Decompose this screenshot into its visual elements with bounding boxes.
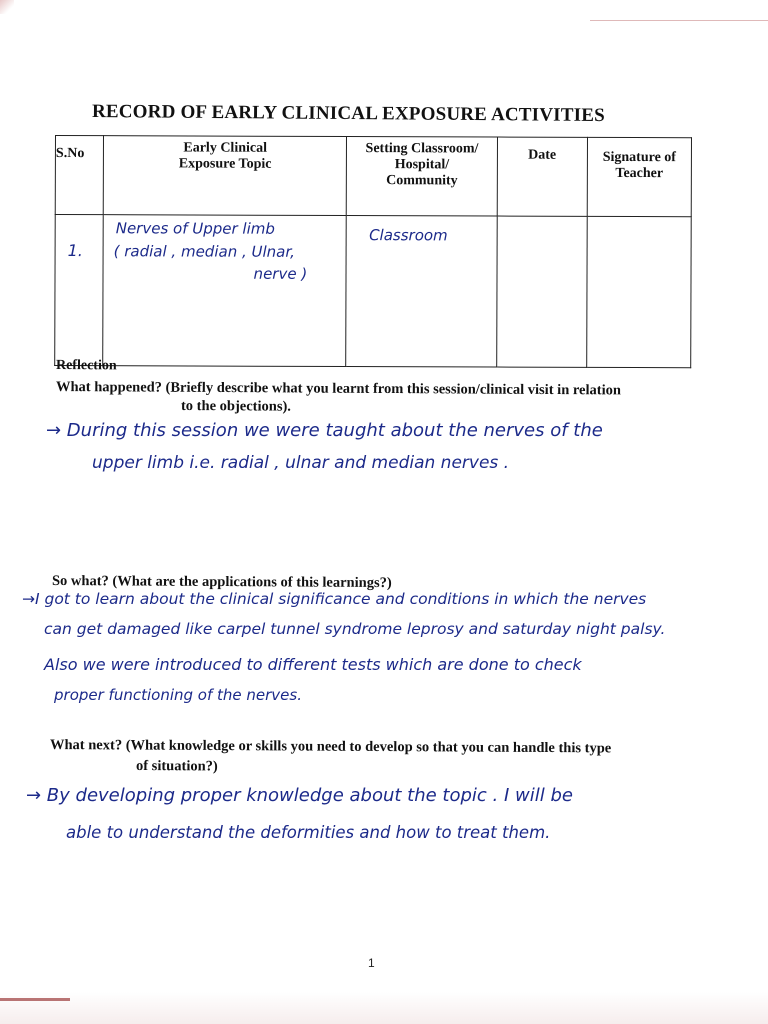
reflection-heading: Reflection	[55, 358, 117, 374]
header-setting-line2: Hospital/	[394, 157, 450, 173]
header-date: Date	[497, 137, 587, 216]
what-happened-answer-line1: → During this session we were taught about the nerves of the	[46, 420, 603, 441]
header-setting-line3: Community	[386, 173, 458, 189]
what-next-question-line2: of situation?)	[135, 758, 218, 775]
what-happened-answer-line2: upper limb i.e. radial , ulnar and median nerves .	[92, 453, 510, 473]
so-what-answer-line3: Also we were introduced to different tests which are done to check	[44, 655, 582, 674]
so-what-question: So what? (What are the applications of this learnings?)	[51, 573, 392, 592]
what-happened-question-line1: What happened? (Briefly describe what you learnt from this session/clinical visit in relation	[55, 379, 622, 399]
table-header-row	[55, 136, 691, 217]
page-title: RECORD OF EARLY CLINICAL EXPOSURE ACTIVITIES	[91, 101, 606, 127]
header-topic-line1: Early Clinical	[183, 140, 268, 156]
paper-edge-bottom	[0, 992, 768, 1024]
what-next-question-line1: What next? (What knowledge or skills you need to develop so that you can handle this type	[49, 737, 612, 757]
so-what-answer-line4: proper functioning of the nerves.	[54, 686, 302, 704]
row-topic-line3: nerve )	[253, 264, 308, 283]
table-row	[55, 215, 692, 368]
so-what-answer-line1: →I got to learn about the clinical significance and conditions in which the nerves	[22, 590, 647, 608]
row-date	[496, 216, 587, 367]
header-setting-line1: Setting Classroom/	[365, 141, 479, 157]
what-next-answer-line2: able to understand the deformities and how to treat them.	[66, 823, 551, 842]
what-next-answer-line1: → By developing proper knowledge about the topic . I will be	[26, 785, 573, 806]
header-setting	[347, 137, 498, 217]
so-what-answer-line2: can get damaged like carpel tunnel syndrome leprosy and saturday night palsy.	[44, 620, 666, 638]
row-setting: Classroom	[346, 216, 497, 368]
row-topic-line1: Nerves of Upper limb	[115, 219, 275, 238]
header-topic	[103, 136, 347, 216]
header-signature-line1: Signature of	[602, 149, 676, 166]
row-topic-line2: ( radial , median , Ulnar,	[113, 242, 295, 261]
paper-edge-mark	[0, 998, 70, 1001]
activity-record-table	[54, 135, 692, 368]
header-sno: S.No	[55, 136, 103, 215]
what-happened-question-line2: to the objections).	[180, 398, 292, 415]
row-sno: 1.	[55, 215, 104, 366]
page-number: 1	[368, 956, 375, 970]
paper-edge-corner	[0, 0, 14, 14]
header-signature-line2: Teacher	[615, 165, 664, 182]
row-signature	[587, 216, 692, 367]
header-signature	[587, 137, 691, 216]
header-topic-line2: Exposure Topic	[178, 156, 272, 172]
row-topic	[103, 215, 347, 367]
paper-edge-top	[590, 20, 768, 21]
